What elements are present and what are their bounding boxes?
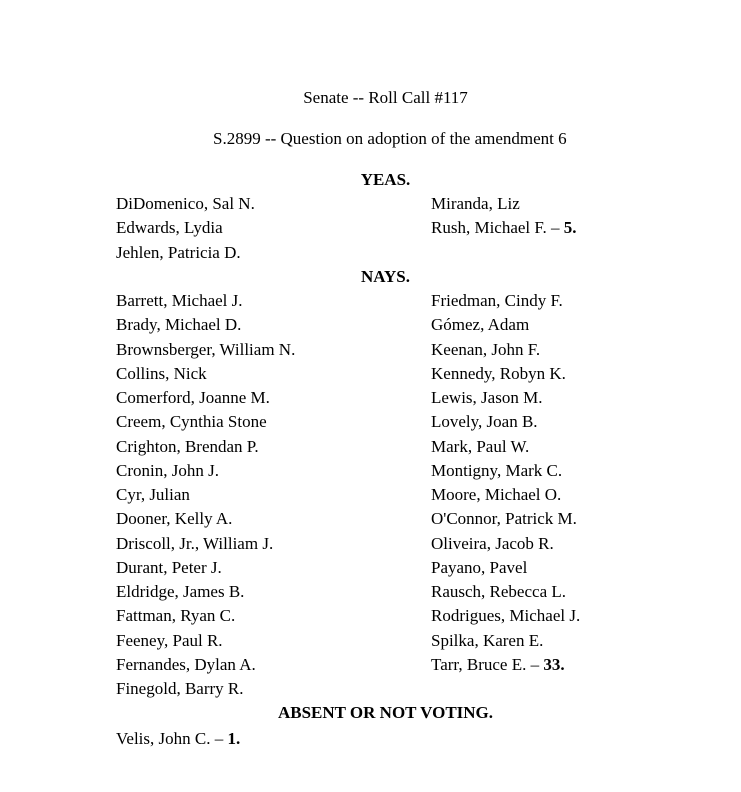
member-name	[116, 315, 241, 335]
member-name	[431, 582, 566, 602]
member-name-text: Feeney, Paul R.	[116, 630, 223, 650]
member-name	[116, 485, 190, 505]
question-line: S.2899 -- Question on adoption of the amendment 6	[213, 129, 567, 148]
member-name-text: Tarr, Bruce E. –	[431, 654, 544, 674]
member-name-text: Spilka, Karen E.	[431, 630, 544, 650]
member-name-text: Oliveira, Jacob R.	[431, 533, 554, 553]
member-name	[116, 606, 235, 626]
member-name	[116, 534, 273, 554]
member-name	[431, 340, 540, 360]
member-name-text: Cyr, Julian	[116, 485, 190, 504]
member-name	[431, 558, 527, 578]
member-name	[431, 291, 563, 311]
member-name	[431, 412, 538, 432]
member-name-text: O'Connor, Patrick M.	[431, 509, 577, 529]
member-name	[431, 364, 566, 384]
member-name	[431, 509, 577, 529]
yeas-heading: YEAS.	[360, 170, 411, 189]
member-name-text: Velis, John C. –	[116, 729, 228, 748]
member-name	[116, 218, 223, 238]
member-name	[431, 315, 529, 335]
member-name-text: Jehlen, Patricia D.	[116, 242, 241, 262]
member-name-text: Keenan, John F.	[431, 339, 541, 359]
member-name-text: Crighton, Brendan P.	[116, 436, 259, 456]
nays-heading: NAYS.	[361, 267, 410, 286]
roll-call-title: Senate -- Roll Call #117	[303, 88, 468, 107]
member-name	[116, 582, 244, 602]
member-name-text: Payano, Pavel	[431, 557, 528, 577]
member-name	[116, 679, 244, 699]
member-name-text: Fattman, Ryan C.	[116, 606, 236, 626]
member-name	[431, 194, 520, 214]
member-name-text: Montigny, Mark C.	[431, 460, 563, 480]
member-name	[116, 509, 232, 529]
member-name-text: DiDomenico, Sal N.	[116, 194, 255, 213]
member-name-text: Friedman, Cindy F.	[431, 291, 563, 310]
member-name-text: Fernandes, Dylan A.	[116, 654, 256, 674]
member-name	[116, 631, 223, 651]
member-name-text: Rush, Michael F. –	[431, 218, 564, 238]
member-name-text: Gómez, Adam	[431, 315, 530, 335]
member-name	[116, 388, 270, 408]
member-name	[431, 534, 554, 554]
member-name-text: Barrett, Michael J.	[116, 291, 243, 310]
member-name-text: Miranda, Liz	[431, 194, 520, 213]
member-name-text: Mark, Paul W.	[431, 436, 530, 456]
member-name	[116, 194, 255, 214]
member-name-text: Cronin, John J.	[116, 460, 219, 480]
member-name	[431, 388, 542, 408]
member-name	[431, 606, 580, 626]
member-name	[431, 485, 561, 505]
member-name-text: Edwards, Lydia	[116, 218, 223, 238]
member-name-text: Comerford, Joanne M.	[116, 388, 270, 407]
vote-count: 1.	[227, 729, 241, 748]
vote-count: 33.	[543, 654, 565, 674]
member-name-text: Dooner, Kelly A.	[116, 509, 233, 529]
member-name	[116, 412, 267, 432]
member-name	[116, 364, 207, 384]
member-name-text: Rausch, Rebecca L.	[431, 582, 566, 601]
member-name	[431, 218, 577, 238]
absent-heading: ABSENT OR NOT VOTING.	[277, 703, 494, 722]
member-name-text: Brady, Michael D.	[116, 315, 242, 335]
member-name-text: Lewis, Jason M.	[431, 388, 543, 407]
member-name-text: Brownsberger, William N.	[116, 339, 296, 359]
member-name	[431, 631, 543, 651]
vote-count: 5.	[563, 218, 577, 238]
member-name-text: Rodrigues, Michael J.	[431, 606, 581, 626]
member-name-text: Lovely, Joan B.	[431, 412, 538, 432]
member-name-text: Driscoll, Jr., William J.	[116, 533, 274, 553]
member-name	[116, 655, 256, 675]
member-name-text: Moore, Michael O.	[431, 485, 562, 504]
member-name	[431, 437, 529, 457]
member-name-text: Durant, Peter J.	[116, 557, 222, 577]
member-name-text: Creem, Cynthia Stone	[116, 412, 267, 432]
member-name-text: Kennedy, Robyn K.	[431, 363, 566, 383]
member-name	[116, 437, 259, 457]
member-name	[116, 461, 219, 481]
member-name	[116, 291, 243, 311]
member-name	[116, 729, 240, 749]
member-name-text: Eldridge, James B.	[116, 582, 245, 601]
member-name	[116, 558, 222, 578]
member-name-text: Collins, Nick	[116, 363, 207, 383]
member-name	[431, 655, 565, 675]
member-name	[116, 340, 295, 360]
member-name-text: Finegold, Barry R.	[116, 679, 244, 698]
member-name	[116, 243, 241, 263]
member-name	[431, 461, 562, 481]
